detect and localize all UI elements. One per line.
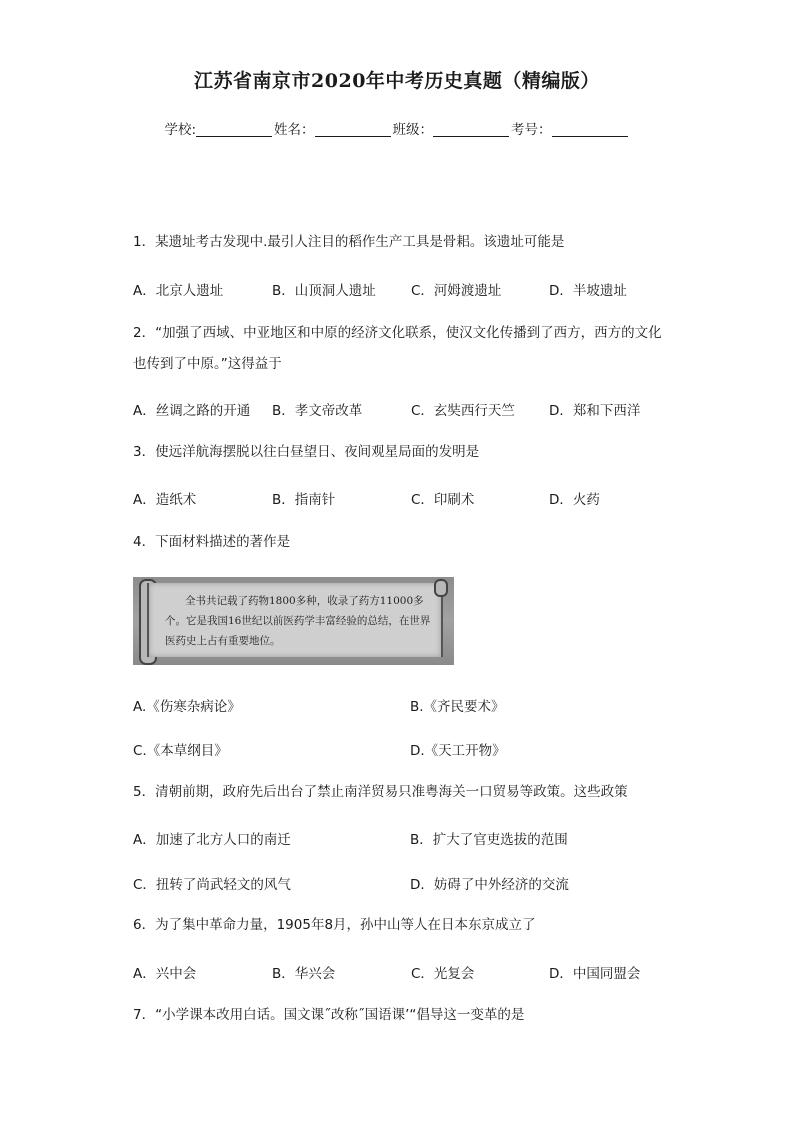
question-2-options (133, 399, 693, 421)
option[interactable]: A．兴中会 (133, 966, 197, 982)
option[interactable]: C．河姆渡遗址 (411, 283, 502, 299)
question-6-stem: 6．为了集中革命力量，1905年8月，孙中山等人在日本东京成立了 (133, 917, 536, 933)
exam-no-blank[interactable] (552, 122, 628, 137)
option[interactable]: B．孝文帝改革 (272, 403, 363, 419)
school-label: 学校: (164, 122, 197, 138)
question-3-stem: 3．使远洋航海摆脱以往白昼望日、夜间观星局面的发明是 (133, 444, 480, 460)
option[interactable]: D．郑和下西洋 (549, 403, 641, 419)
question-4-stem: 4．下面材料描述的著作是 (133, 534, 291, 550)
option[interactable]: A.《伤寒杂病论》 (133, 699, 241, 715)
question-3-options (133, 488, 693, 510)
page-title: 江苏省南京市2020年中考历史真题（精编版） (194, 70, 600, 92)
question-5-options-row-2 (133, 873, 693, 895)
question-7-stem: 7．“小学课本改用白话。国文课˝改称˝国语课’“倡导这一变革的是 (133, 1007, 525, 1023)
option[interactable]: B．山顶洞人遗址 (272, 283, 376, 299)
option[interactable]: C.《本草纲目》 (133, 743, 228, 759)
exam-no-label: 考号： (511, 122, 552, 138)
option[interactable]: B．指南针 (272, 492, 336, 508)
question-5-stem: 5．清朝前期，政府先后出台了禁止南洋贸易只准粤海关一口贸易等政策。这些政策 (133, 784, 628, 800)
option[interactable]: C．印刷术 (411, 492, 475, 508)
name-label: 姓名： (274, 122, 315, 138)
option[interactable]: C．玄奘西行天竺 (411, 403, 515, 419)
question-5-options-row-1 (133, 828, 693, 850)
option[interactable]: A．北京人遗址 (133, 283, 224, 299)
option[interactable]: D．中国同盟会 (549, 966, 641, 982)
student-info-line (0, 118, 794, 138)
option[interactable]: A．丝调之路的开通 (133, 403, 251, 419)
option[interactable]: D．妨碍了中外经济的交流 (410, 877, 569, 893)
class-label: 班级： (392, 122, 434, 138)
name-blank[interactable] (315, 122, 391, 137)
option[interactable]: C．扭转了尚武轻文的风气 (133, 877, 291, 893)
question-6-options (133, 962, 693, 984)
question-1-options (133, 279, 693, 301)
material-scroll-image (133, 577, 454, 665)
option[interactable]: B.《齐民要术》 (410, 699, 505, 715)
option[interactable]: A．加速了北方人口的南迁 (133, 832, 291, 848)
question-2-stem: 2．“加强了西域、中亚地区和中原的经济文化联系，使汉文化传播到了西方，西方的文化也传到了中原。”这得益于 (133, 325, 662, 372)
scroll-paper (147, 583, 443, 657)
option[interactable]: D．半坡遗址 (549, 283, 627, 299)
option[interactable]: B．华兴会 (272, 966, 336, 982)
question-4-options-row-2 (133, 739, 693, 761)
school-blank[interactable] (196, 122, 272, 137)
option[interactable]: B．扩大了官吏选拔的范围 (410, 832, 568, 848)
question-1-stem: 1．某遗址考古发现中.最引人注目的稻作生产工具是骨耜。该遗址可能是 (133, 234, 565, 250)
scroll-curl-right (434, 579, 448, 597)
option[interactable]: D．火药 (549, 492, 600, 508)
option[interactable]: D.《天工开物》 (410, 743, 506, 759)
material-text: 全书共记载了药物1800多种，收录了药方11000多个。它是我国16世纪以前医药学丰富经验的总结，在世界医药史上占有重要地位。 (165, 595, 431, 647)
class-blank[interactable] (433, 122, 509, 137)
option[interactable]: A．造纸术 (133, 492, 197, 508)
question-4-options-row-1 (133, 695, 693, 717)
option[interactable]: C．光复会 (411, 966, 475, 982)
